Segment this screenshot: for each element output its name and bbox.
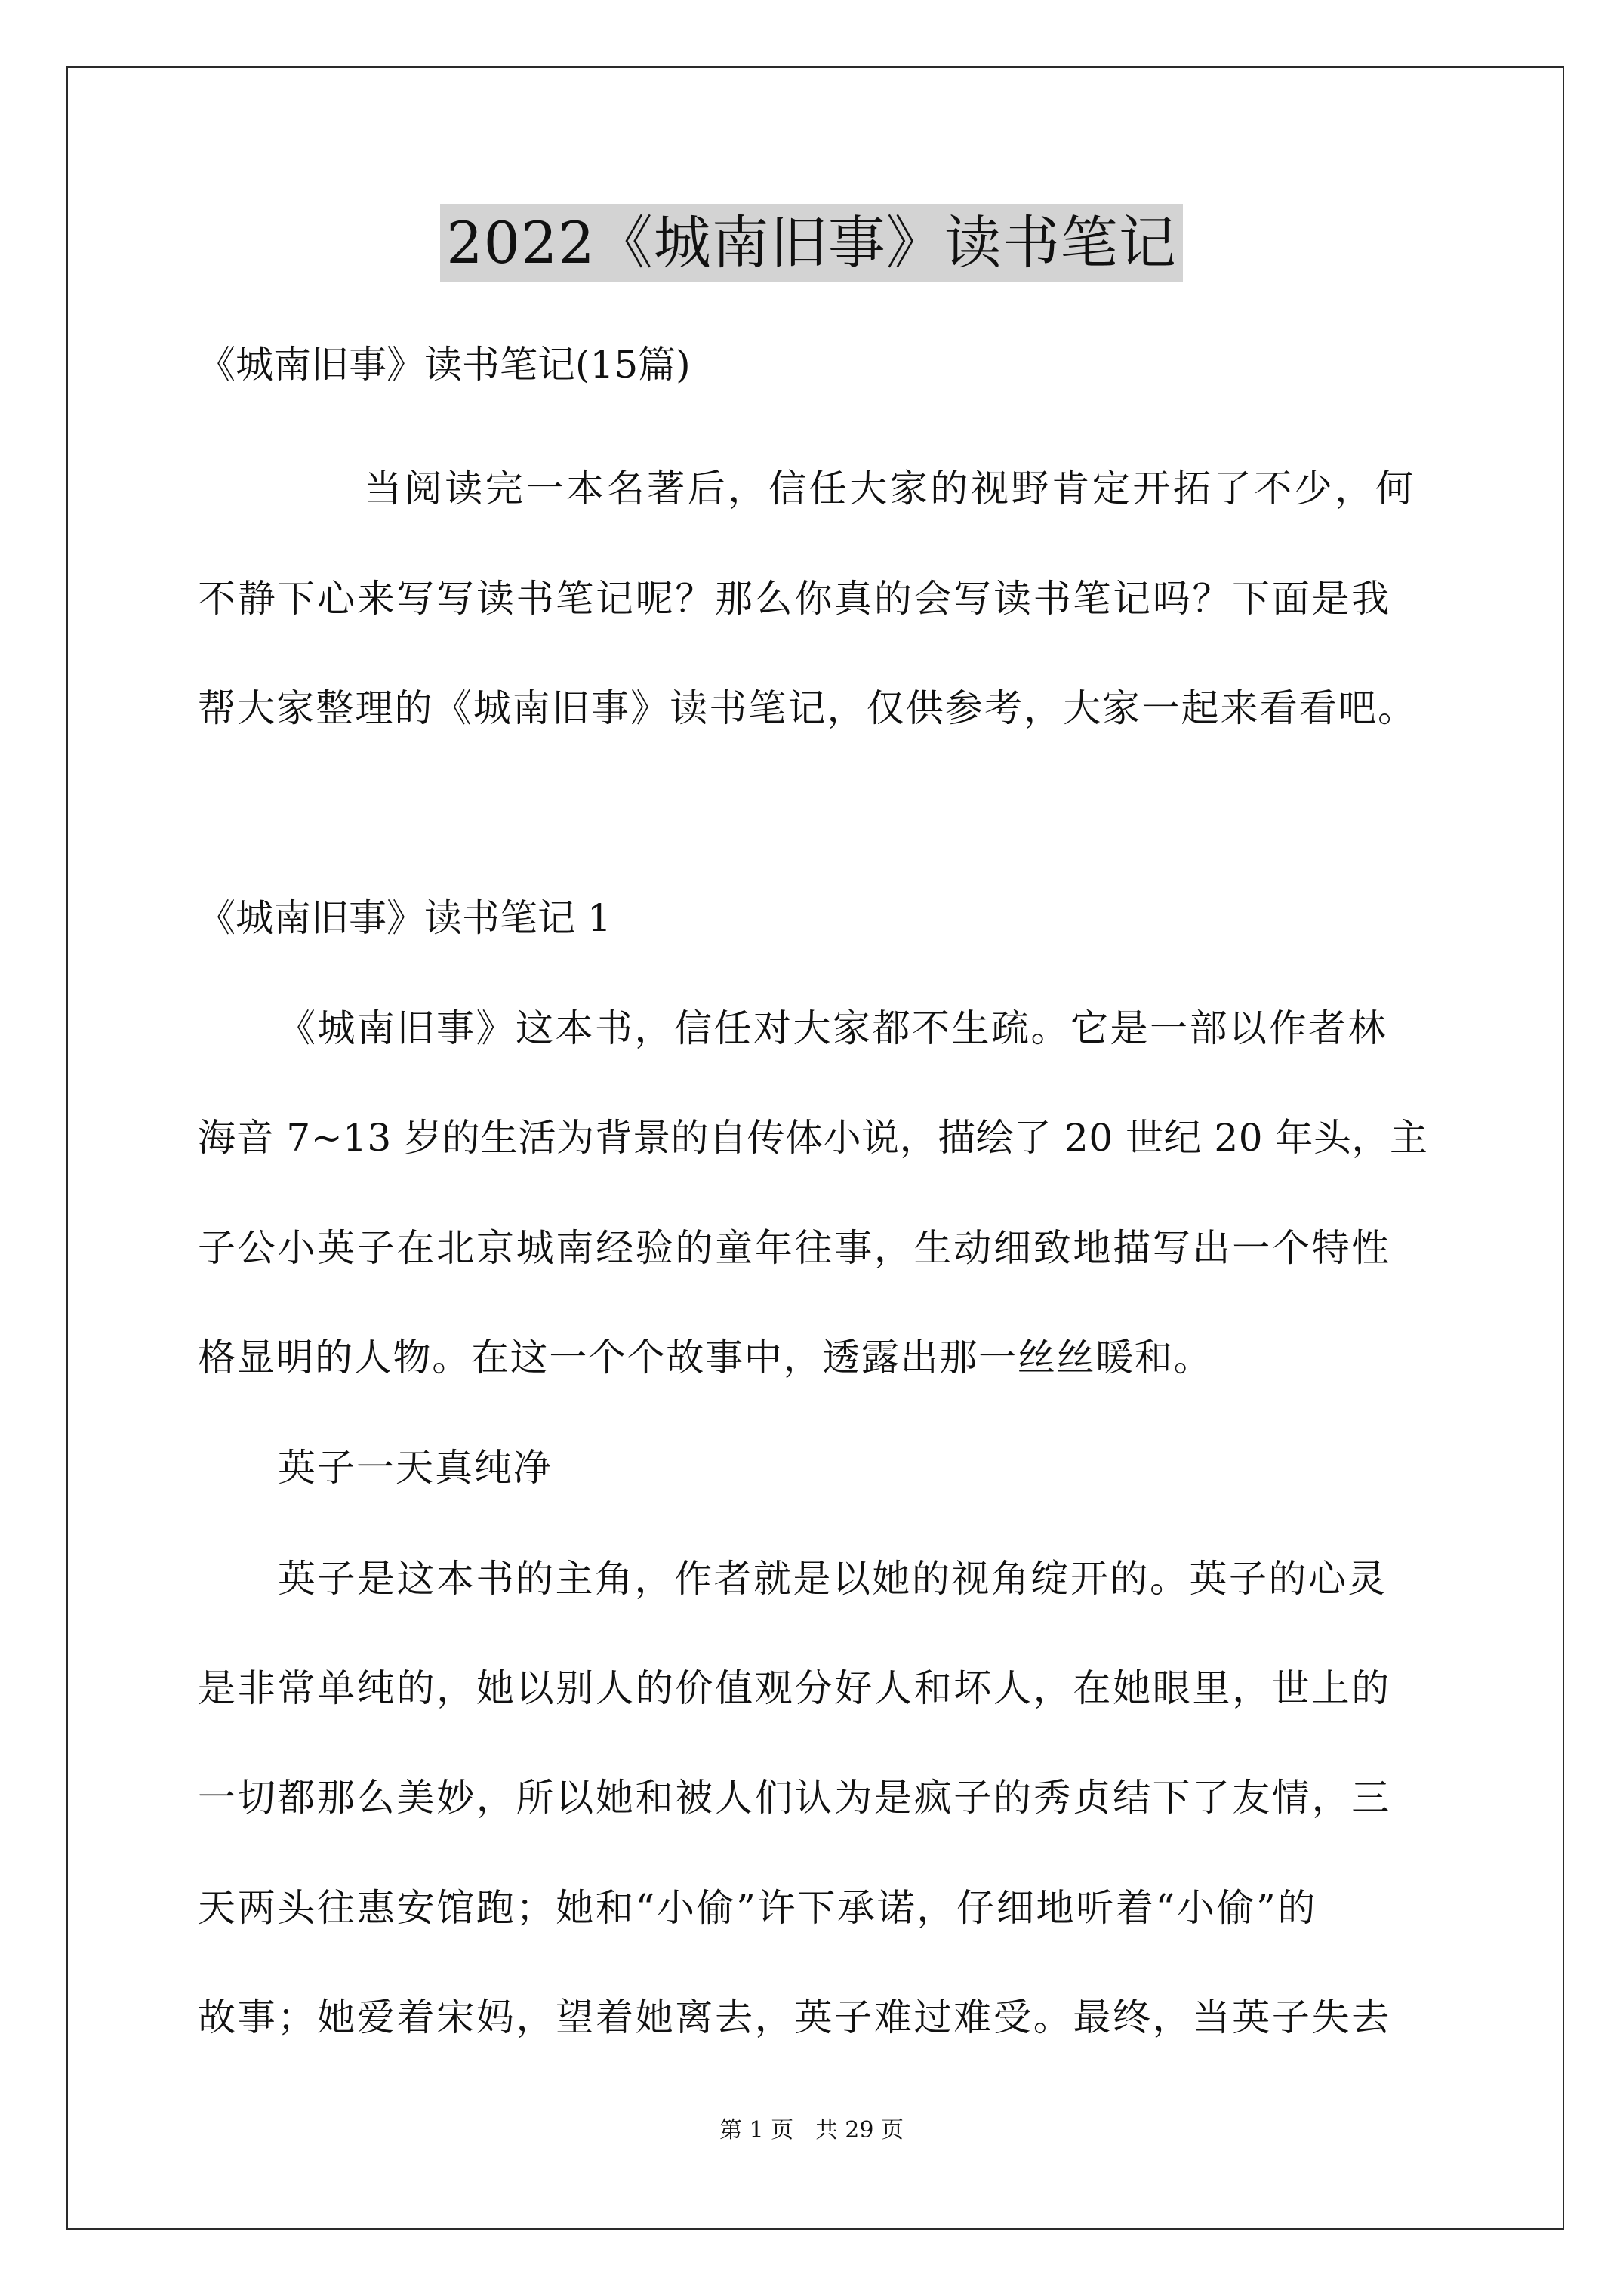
paragraph2-line-1: 英子是这本书的主角，作者就是以她的视角绽开的。英子的心灵 — [278, 1557, 1387, 1601]
subheading: 英子一天真纯净 — [278, 1446, 553, 1490]
paragraph1-line-2: 海音 7~13 岁的生活为背景的自传体小说，描绘了 20 世纪 20 年头，主 — [198, 1116, 1428, 1160]
intro-line-2: 不静下心来写写读书笔记呢？那么你真的会写读书笔记吗？下面是我 — [198, 577, 1391, 621]
intro-line-3: 帮大家整理的《城南旧事》读书笔记，仅供参考，大家一起来看看吧。 — [198, 686, 1418, 730]
paragraph1-line-4: 格显明的人物。在这一个个故事中，透露出那一丝丝暖和。 — [198, 1336, 1213, 1379]
page-footer: 第 1 页 共 29 页 — [719, 2117, 904, 2143]
document-subtitle: 《城南旧事》读书笔记(15篇) — [198, 343, 691, 387]
paragraph2-line-4: 天两头往惠安馆跑；她和“小偷”许下承诺，仔细地听着“小偷”的 — [198, 1886, 1318, 1930]
section-heading: 《城南旧事》读书笔记 1 — [198, 896, 611, 940]
paragraph2-line-5: 故事；她爱着宋妈，望着她离去，英子难过难受。最终，当英子失去 — [198, 1996, 1391, 2039]
paragraph1-line-3: 子公小英子在北京城南经验的童年往事，生动细致地描写出一个特性 — [198, 1226, 1391, 1270]
paragraph2-line-3: 一切都那么美妙，所以她和被人们认为是疯子的秀贞结下了友情，三 — [198, 1776, 1391, 1820]
paragraph1-line-1: 《城南旧事》这本书，信任对大家都不生疏。它是一部以作者林 — [278, 1006, 1387, 1050]
document-title: 2022《城南旧事》读书笔记 — [440, 204, 1182, 282]
title-block — [0, 204, 1623, 282]
paragraph2-line-2: 是非常单纯的，她以别人的价值观分好人和坏人，在她眼里，世上的 — [198, 1666, 1391, 1710]
intro-line-1: 当阅读完一本名著后，信任大家的视野肯定开拓了不少，何 — [364, 467, 1416, 510]
